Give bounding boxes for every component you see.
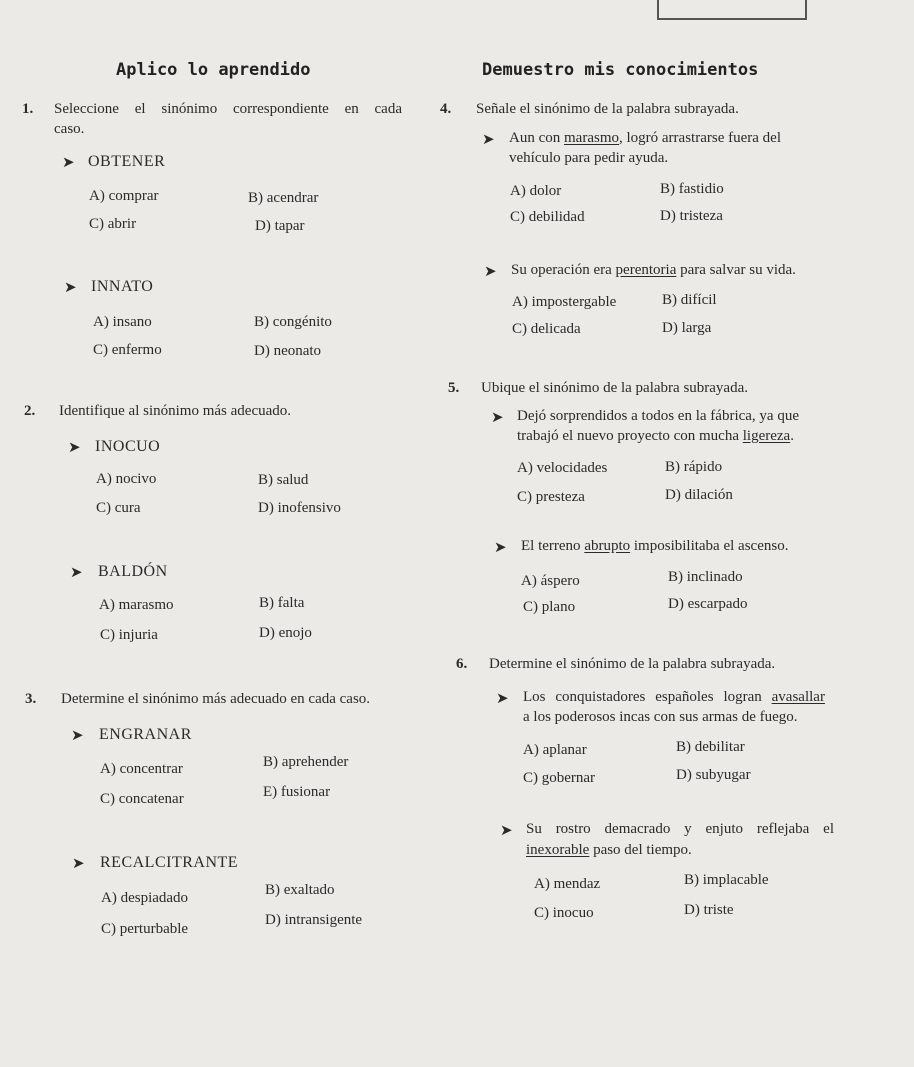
sentence-text: , logró arrastrarse fuera del (618, 130, 781, 146)
heading-right: Demuestro mis conocimientos (482, 60, 759, 80)
option: B) salud (258, 472, 309, 488)
q1-prompt-word: Seleccione (54, 101, 119, 117)
arrow-bullet-icon: ➤ (494, 540, 507, 556)
option: B) inclinado (668, 569, 743, 585)
option: D) enojo (259, 625, 312, 641)
q4-prompt: Señale el sinónimo de la palabra subrayada. (476, 101, 739, 117)
q2-item1-word: INOCUO (95, 438, 161, 455)
option: A) áspero (521, 573, 580, 589)
underlined-word: inexorable (526, 842, 590, 858)
sentence-word: Los (523, 689, 546, 705)
sentence-text: . (790, 428, 794, 444)
sentence-word: españoles (655, 689, 714, 705)
option: D) subyugar (676, 767, 751, 783)
sentence-word: logran (723, 689, 762, 705)
q6-prompt: Determine el sinónimo de la palabra subrayada. (489, 656, 776, 672)
option: B) rápido (665, 459, 723, 475)
option: D) tapar (255, 218, 305, 234)
q6-item2-line2 (526, 842, 692, 859)
option: A) despiadado (101, 890, 189, 906)
sentence-text: paso del tiempo. (589, 842, 692, 858)
q4-item1-sentence (509, 130, 781, 147)
option: A) marasmo (99, 597, 174, 613)
option: B) congénito (254, 314, 332, 330)
sentence-text: Su operación era (511, 262, 616, 278)
option: A) concentrar (100, 761, 183, 777)
q3-prompt: Determine el sinónimo más adecuado en cada caso. (61, 691, 371, 707)
q1-prompt-word: correspondiente (232, 101, 329, 117)
sentence-word: el (823, 821, 834, 837)
q4-item1-line2: vehículo para pedir ayuda. (509, 150, 669, 166)
sentence-word: conquistadores (555, 689, 646, 705)
q1-item2-word: INNATO (91, 278, 154, 295)
option: B) difícil (662, 292, 717, 308)
option: C) delicada (512, 321, 581, 337)
sentence-word: enjuto (705, 821, 744, 837)
option: D) inofensivo (258, 500, 341, 516)
option: C) cura (96, 500, 141, 516)
q2-item2-word: BALDÓN (98, 563, 168, 580)
q5-item1-line1: Dejó sorprendidos a todos en la fábrica, ya que (517, 408, 799, 424)
option: A) impostergable (512, 294, 617, 310)
q6-item1-line2: a los poderosos incas con sus armas de fuego. (523, 709, 798, 725)
option: A) aplanar (523, 742, 587, 758)
q6-item2-line1 (526, 821, 834, 838)
option: D) triste (684, 902, 734, 918)
q2-number: 2. (24, 403, 36, 419)
arrow-bullet-icon: ➤ (70, 565, 83, 581)
q1-prompt-line2: caso. (54, 121, 85, 137)
option: B) fastidio (660, 181, 724, 197)
option: B) debilitar (676, 739, 745, 755)
q1-prompt-word: en (344, 101, 359, 117)
q5-prompt: Ubique el sinónimo de la palabra subrayada. (481, 380, 748, 396)
underlined-word: ligereza (742, 428, 791, 444)
sentence-text: trabajó el nuevo proyecto con mucha (517, 428, 743, 444)
q6-item1-line1 (523, 689, 825, 706)
option: D) tristeza (660, 208, 723, 224)
sentence-word: demacrado (604, 821, 671, 837)
option: C) abrir (89, 216, 137, 232)
arrow-bullet-icon: ➤ (72, 856, 85, 872)
sentence-word: reflejaba (756, 821, 810, 837)
sentence-word: Su (526, 821, 542, 837)
arrow-bullet-icon: ➤ (68, 440, 81, 456)
option: C) injuria (100, 627, 158, 643)
q1-prompt (54, 101, 402, 118)
sentence-word: y (684, 821, 692, 837)
option: B) aprehender (263, 754, 349, 770)
option: C) debilidad (510, 209, 585, 225)
option: C) presteza (517, 489, 585, 505)
option: A) nocivo (96, 471, 157, 487)
sentence-text: para salvar su vida. (676, 262, 796, 278)
sentence-text: Aun con (509, 130, 564, 146)
option: C) inocuo (534, 905, 594, 921)
arrow-bullet-icon: ➤ (500, 823, 513, 839)
arrow-bullet-icon: ➤ (484, 264, 497, 280)
q1-item1-word: OBTENER (88, 153, 166, 170)
option: A) insano (93, 314, 152, 330)
q4-item2-sentence (511, 262, 796, 279)
option: C) perturbable (101, 921, 189, 937)
sentence-text: imposibilitaba el ascenso. (630, 538, 789, 554)
option: A) comprar (89, 188, 159, 204)
option: D) intransigente (265, 912, 363, 928)
underlined-word: perentoria (615, 262, 677, 278)
q2-prompt: Identifique al sinónimo más adecuado. (59, 403, 292, 419)
arrow-bullet-icon: ➤ (64, 280, 77, 296)
option: B) falta (259, 595, 305, 611)
option: D) escarpado (668, 596, 748, 612)
option: A) velocidades (517, 460, 608, 476)
answer-box (657, 0, 807, 20)
option: D) dilación (665, 487, 733, 503)
q1-number: 1. (22, 101, 34, 117)
q5-number: 5. (448, 380, 460, 396)
q6-number: 6. (456, 656, 468, 672)
underlined-word: marasmo (564, 130, 619, 146)
arrow-bullet-icon: ➤ (62, 155, 75, 171)
option: B) exaltado (265, 882, 335, 898)
arrow-bullet-icon: ➤ (482, 132, 495, 148)
option: D) neonato (254, 343, 322, 359)
underlined-word: avasallar (771, 689, 825, 705)
sentence-word: rostro (555, 821, 591, 837)
option: C) gobernar (523, 770, 596, 786)
q5-item2-sentence (521, 538, 788, 555)
q3-item2-word: RECALCITRANTE (100, 854, 239, 871)
q1-prompt-word: el (134, 101, 146, 117)
heading-left: Aplico lo aprendido (116, 60, 311, 80)
option: A) dolor (510, 183, 562, 199)
option: C) enfermo (93, 342, 162, 358)
option: E) fusionar (263, 784, 331, 800)
q5-item1-line2 (517, 428, 794, 445)
q1-prompt-word: cada (374, 101, 402, 117)
q3-item1-word: ENGRANAR (99, 726, 192, 743)
arrow-bullet-icon: ➤ (491, 410, 504, 426)
option: C) concatenar (100, 791, 184, 807)
option: D) larga (662, 320, 712, 336)
q4-number: 4. (440, 101, 452, 117)
option: B) acendrar (248, 190, 319, 206)
option: A) mendaz (534, 876, 601, 892)
underlined-word: abrupto (584, 538, 631, 554)
arrow-bullet-icon: ➤ (71, 728, 84, 744)
option: B) implacable (684, 872, 769, 888)
arrow-bullet-icon: ➤ (496, 691, 509, 707)
q1-prompt-word: sinónimo (161, 101, 218, 117)
option: C) plano (523, 599, 576, 615)
sentence-text: El terreno (521, 538, 585, 554)
q3-number: 3. (25, 691, 37, 707)
